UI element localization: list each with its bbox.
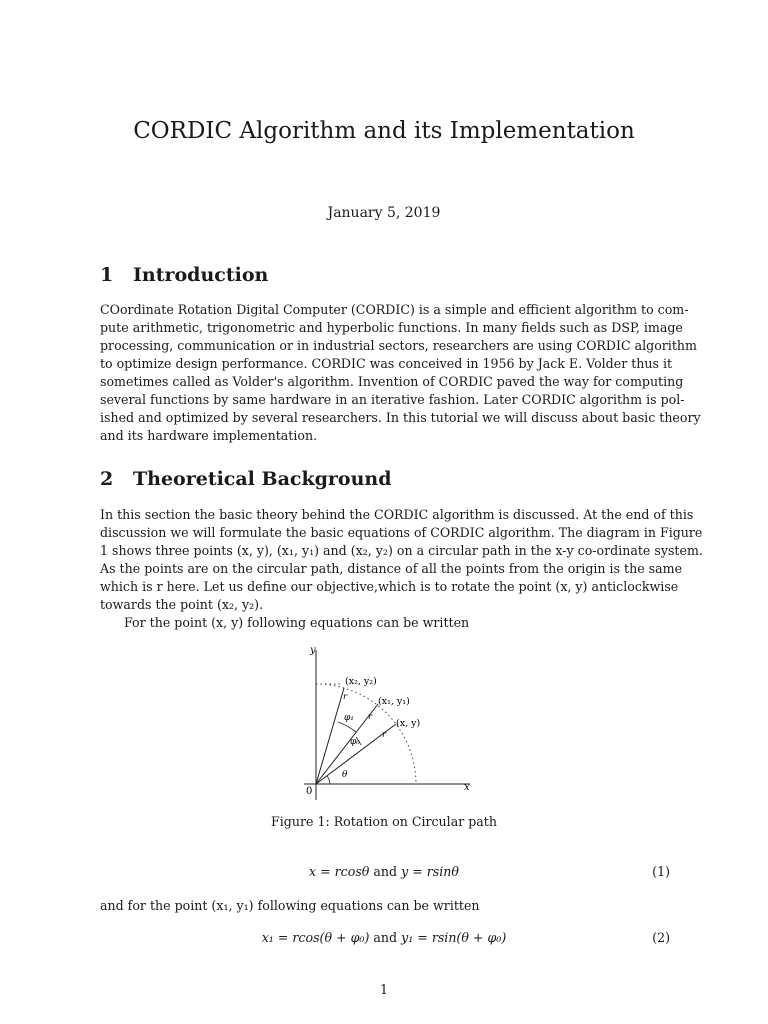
radius-label-p0: r [382, 730, 387, 740]
figure-caption: Figure 1: Rotation on Circular path [271, 814, 497, 829]
paragraph-line: sometimes called as Volder's algorithm. Invention of CORDIC paved the way for computing [100, 374, 684, 389]
equation-conjunction: and [373, 930, 398, 945]
equation-part: y₁ = rsin(θ + φ₀) [401, 930, 507, 945]
paragraph-line: towards the point (x₂, y₂). [100, 597, 264, 612]
section-heading-theoretical-background [100, 468, 392, 490]
equation-number: (1) [652, 864, 670, 879]
paragraph-line: and its hardware implementation. [100, 428, 318, 443]
paragraph-line: discussion we will formulate the basic equations of CORDIC algorithm. The diagram in Figure [100, 525, 703, 540]
phi1-arc [338, 722, 356, 732]
rotation-figure [290, 642, 480, 807]
paragraph-line: which is r here. Let us define our objective,which is to rotate the point (x, y) anticlockwise [100, 579, 679, 594]
phi1-label: φ₁ [344, 713, 354, 723]
section-heading-introduction [100, 264, 268, 286]
document-title: CORDIC Algorithm and its Implementation [133, 118, 635, 144]
between-text: and for the point (x₁, y₁) following equations can be written [100, 898, 480, 913]
paragraph-line: 1 shows three points (x, y), (x₁, y₁) and (x₂, y₂) on a circular path in the x-y co-ordinate system. [100, 543, 703, 558]
page-number: 1 [379, 982, 388, 997]
paragraph-line: COordinate Rotation Digital Computer (CORDIC) is a simple and efficient algorithm to com- [100, 302, 689, 317]
paragraph-line-indented: For the point (x, y) following equations can be written [124, 615, 470, 630]
paragraph-line: As the points are on the circular path, distance of all the points from the origin is the same [100, 561, 683, 576]
point-x-y-label: (x, y) [396, 718, 421, 729]
origin-label: 0 [306, 786, 313, 797]
theta-label: θ [342, 770, 348, 780]
paragraph-line: to optimize design performance. CORDIC was conceived in 1956 by Jack E. Volder thus it [100, 356, 673, 371]
equation-conjunction: and [373, 864, 398, 879]
phi0-label: φ₀ [350, 737, 360, 747]
radius-label-p1: r [368, 712, 373, 722]
equation-part: x = rcosθ [309, 864, 370, 879]
theta-arc [327, 776, 330, 784]
section-number: 1 [100, 264, 114, 286]
introduction-paragraph [100, 301, 701, 445]
theory-paragraph [100, 506, 703, 632]
point-x1-y1-label: (x₁, y₁) [378, 696, 410, 707]
section-title: Introduction [133, 264, 269, 286]
paragraph-line: several functions by same hardware in an iterative fashion. Later CORDIC algorithm is pol- [100, 392, 685, 407]
paragraph-line: pute arithmetic, trigonometric and hyperbolic functions. In many fields such as DSP, image [100, 320, 683, 335]
section-number: 2 [100, 468, 114, 490]
y-axis-label: y [310, 645, 316, 656]
paragraph-line: processing, communication or in industrial sectors, researchers are using CORDIC algorithm [100, 338, 697, 353]
paragraph-line: In this section the basic theory behind the CORDIC algorithm is discussed. At the end of this [100, 507, 694, 522]
paragraph-line: ished and optimized by several researchers. In this tutorial we will discuss about basic theory [100, 410, 701, 425]
x-axis-label: x [464, 782, 470, 793]
point-x2-y2-label: (x₂, y₂) [345, 676, 377, 687]
radius-line-p2 [316, 688, 344, 784]
equation-part: y = rsinθ [401, 864, 459, 879]
radius-label-p2: r [343, 692, 348, 702]
section-title: Theoretical Background [133, 468, 392, 490]
equation-part: x₁ = rcos(θ + φ₀) [261, 930, 370, 945]
equation-number: (2) [652, 930, 670, 945]
document-date: January 5, 2019 [327, 205, 441, 221]
